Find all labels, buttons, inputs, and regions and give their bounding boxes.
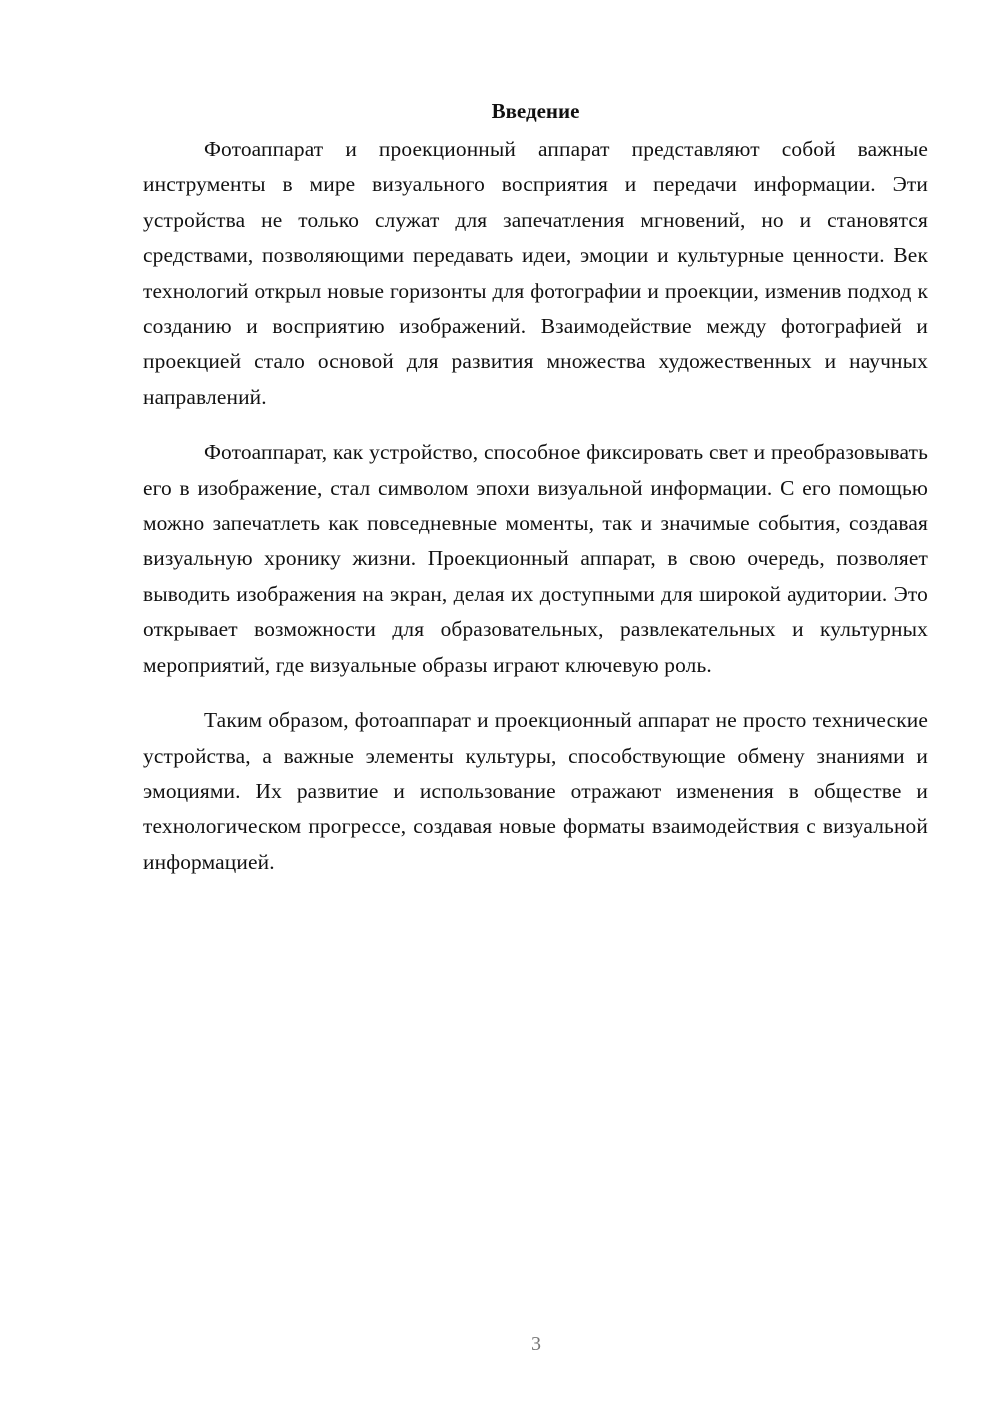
paragraph: Фотоаппарат, как устройство, способное фиксировать свет и преобразовывать его в изображение, стал символом эпохи визуальной информации. С его помощью можно запечатлеть как повседневные моменты, так и значимые события, создавая визуальную хронику жизни. Проекционный аппарат, в свою очередь, позволяет выводить изображения на экран, делая их доступными для широкой аудитории. Это открывает возможности для образовательных, развлекательных и культурных мероприятий, где визуальные образы играют ключевую роль. [143,440,928,677]
paragraph: Таким образом, фотоаппарат и проекционный аппарат не просто технические устройства, а важные элементы культуры, способствующие обмену знаниями и эмоциями. Их развитие и использование отражают изменения в обществе и технологическом прогрессе, создавая новые форматы взаимодействия с визуальной информацией. [143,708,928,874]
paragraph: Фотоаппарат и проекционный аппарат представляют собой важные инструменты в мире визуального восприятия и передачи информации. Эти устройства не только служат для запечатления мгновений, но и становятся средствами, позволяющими передавать идеи, эмоции и культурные ценности. Век технологий открыл новые горизонты для фотографии и проекции, изменив подход к созданию и восприятию изображений. Взаимодействие между фотографией и проекцией стало основой для развития множества художественных и научных направлений. [143,137,928,409]
page-number: 3 [531,1333,541,1355]
section-heading: Введение [491,99,580,123]
page-content [143,93,928,900]
